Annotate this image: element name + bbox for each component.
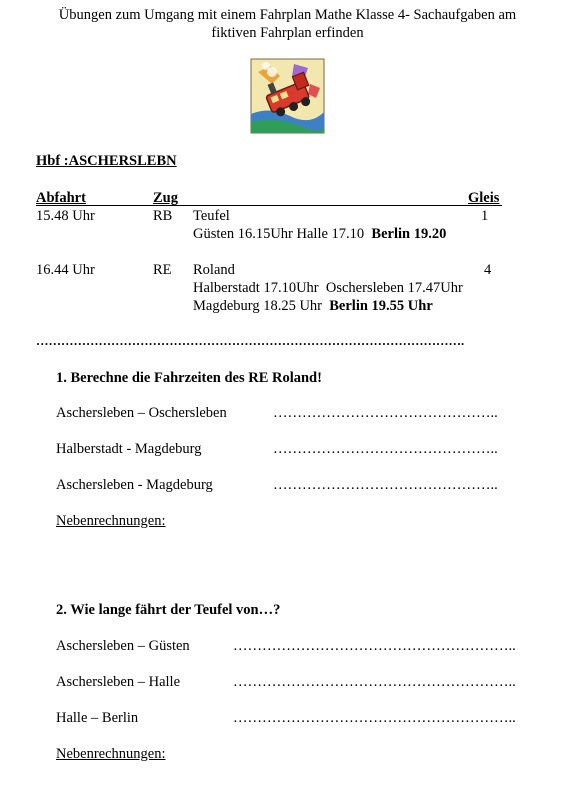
- cartoon-train-icon: [250, 58, 325, 134]
- task2-notes-label: Nebenrechnungen:: [56, 746, 166, 762]
- row1-stops-bold: Berlin 19.20: [371, 226, 447, 242]
- task2-item3-answer[interactable]: …………………………………………………..: [233, 710, 516, 726]
- separator-dots: ………………………………………………………………………………………….: [36, 334, 465, 348]
- row1-time: 15.48 Uhr: [36, 208, 95, 224]
- header-track: Gleis: [468, 190, 500, 206]
- station-heading: Hbf :ASCHERSLEBN: [36, 153, 177, 169]
- page-title-line-1: Übungen zum Umgang mit einem Fahrplan Mathe Klasse 4- Sachaufgaben am: [58, 7, 517, 23]
- page-title-line-2: fiktiven Fahrplan erfinden: [211, 25, 364, 41]
- row1-stops-normal: Güsten 16.15Uhr Halle 17.10: [193, 226, 372, 242]
- header-underline: [36, 205, 502, 206]
- row2-track: 4: [484, 262, 492, 278]
- row1-train-type: RB: [153, 208, 173, 224]
- header-train: Zug: [153, 190, 178, 206]
- row2-stops-line2-bold: Berlin 19.55 Uhr: [329, 298, 433, 314]
- task1-item1-label: Aschersleben – Oschersleben: [56, 405, 227, 421]
- task1-item3-answer[interactable]: ………………………………………..: [273, 477, 498, 493]
- task1-item3-label: Aschersleben - Magdeburg: [56, 477, 213, 493]
- task1-heading: 1. Berechne die Fahrzeiten des RE Roland!: [56, 370, 322, 386]
- row2-stops-line1-normal: Halberstadt 17.10Uhr Oschersleben 17.47Uhr: [193, 280, 463, 296]
- task2-heading: 2. Wie lange fährt der Teufel von…?: [56, 602, 281, 618]
- task2-item3-label: Halle – Berlin: [56, 710, 139, 726]
- task2-item2-label: Aschersleben – Halle: [56, 674, 181, 690]
- task1-item2-answer[interactable]: ………………………………………..: [273, 441, 498, 457]
- row2-stops-line1: [193, 280, 463, 297]
- row2-stops-line2: [193, 298, 433, 315]
- row2-stops-line2-normal: Magdeburg 18.25 Uhr: [193, 298, 330, 314]
- task1-notes-label: Nebenrechnungen:: [56, 513, 166, 529]
- row2-train-type: RE: [153, 262, 172, 278]
- header-departure: Abfahrt: [36, 190, 86, 206]
- task2-item2-answer[interactable]: …………………………………………………..: [233, 674, 516, 690]
- row1-track: 1: [481, 208, 489, 224]
- task2-item1-answer[interactable]: …………………………………………………..: [233, 638, 516, 654]
- row2-train-name: Roland: [193, 262, 235, 278]
- task1-item1-answer[interactable]: ………………………………………..: [273, 405, 498, 421]
- task2-item1-label: Aschersleben – Güsten: [56, 638, 190, 654]
- row1-train-name: Teufel: [193, 208, 230, 224]
- task1-item2-label: Halberstadt - Magdeburg: [56, 441, 202, 457]
- row1-stops: [193, 226, 446, 243]
- row2-time: 16.44 Uhr: [36, 262, 95, 278]
